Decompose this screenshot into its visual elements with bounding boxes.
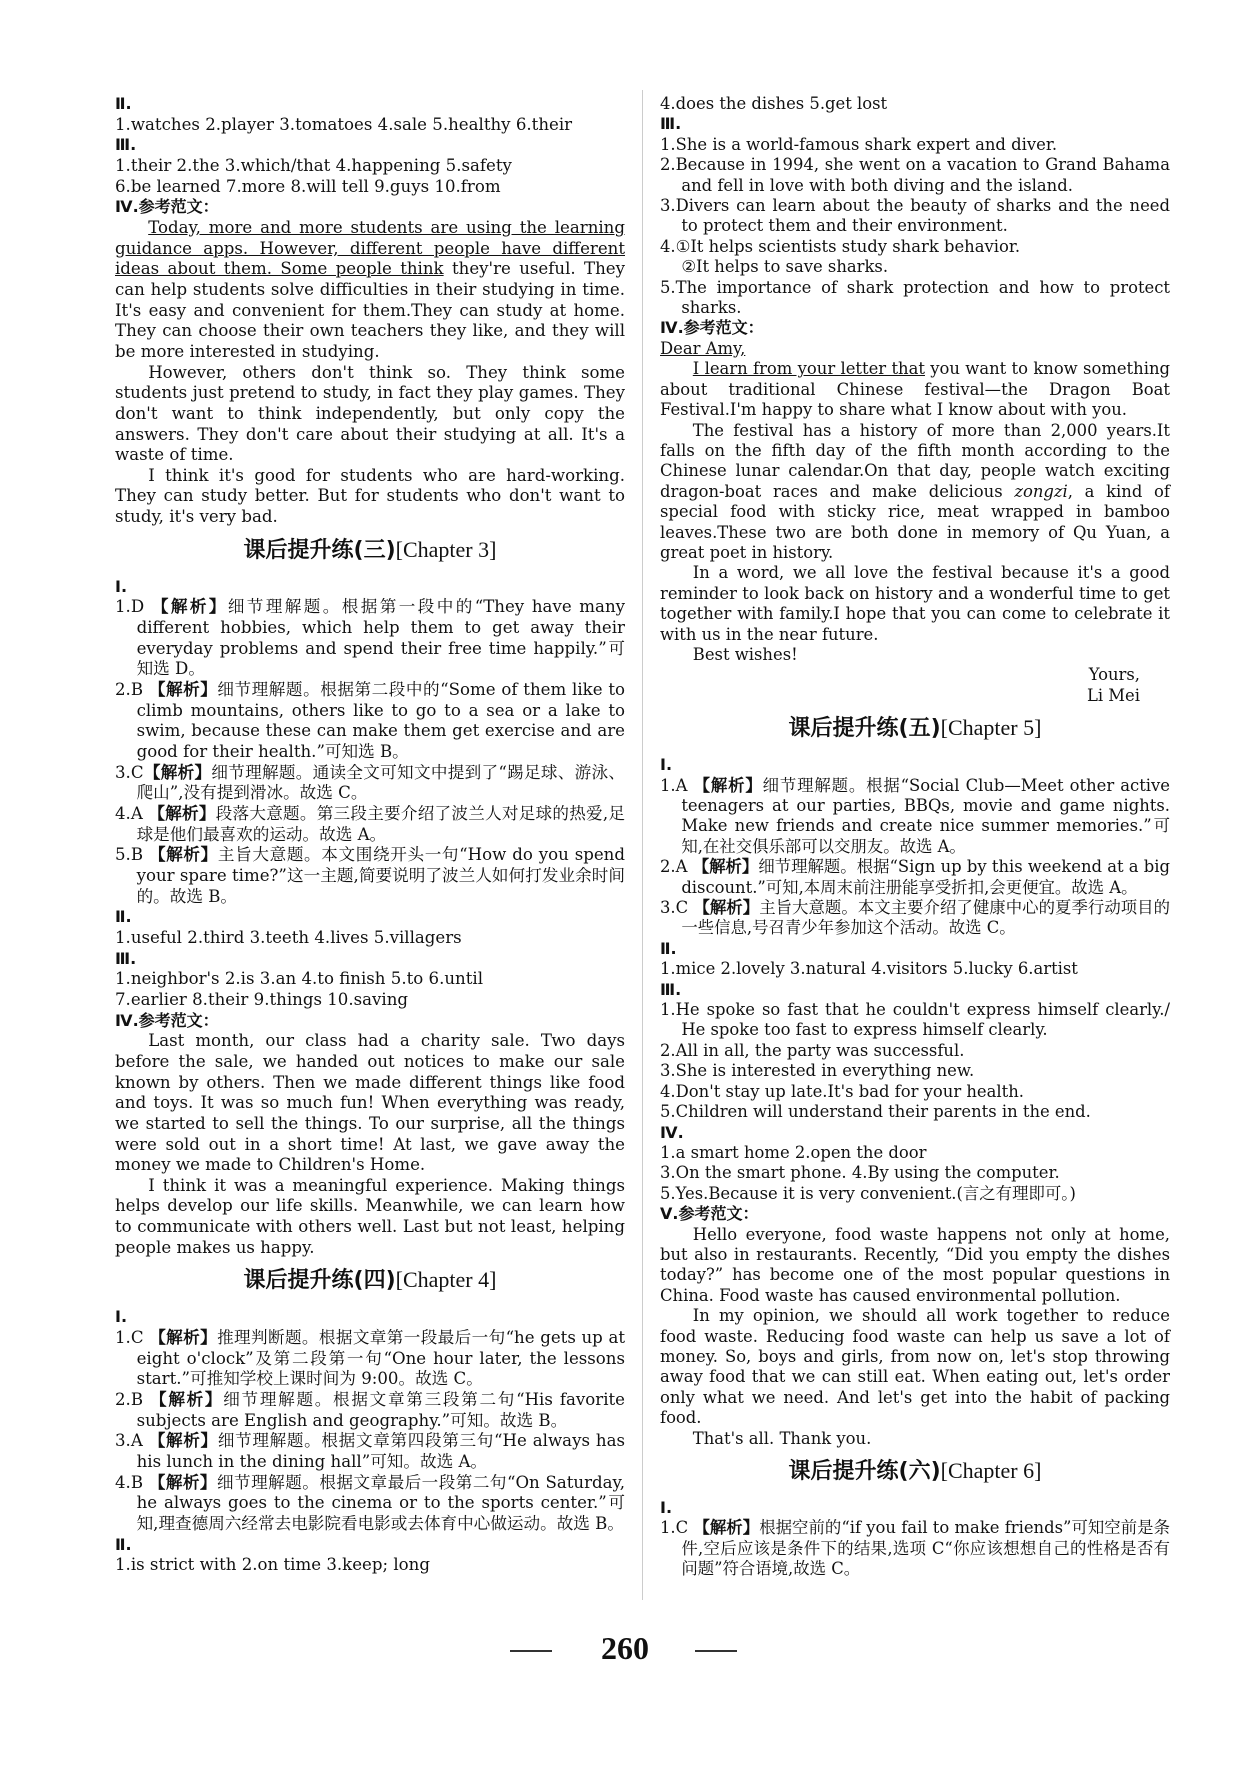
answer-key: 4.B (115, 1472, 149, 1492)
chapter-label: [Chapter 6] (940, 1458, 1042, 1483)
essay-paragraph: I think it was a meaningful experience. Making things helps develop our life skills. Meanwhile, we can learn how to communicate with others well. Last but not least, helping people makes us happy. (115, 1175, 625, 1257)
chapter-heading (115, 536, 625, 565)
answer-key: 1.A (660, 775, 694, 795)
chapter-heading (660, 1457, 1170, 1486)
chapter-title: 课后提升练(四) (243, 1268, 396, 1294)
answer-item: 2.All in all, the party was successful. (660, 1040, 965, 1060)
section-heading: Ⅰ. (660, 755, 673, 775)
answer-line: 1.is strict with 2.on time 3.keep; long (115, 1555, 430, 1575)
answer-item (115, 1473, 625, 1535)
answer-key: 5.B (115, 845, 149, 865)
answer-key: 1.C (660, 1518, 694, 1538)
analysis-tag: 【解析】 (148, 1431, 218, 1451)
answer-item (115, 1431, 625, 1472)
answer-item (115, 845, 625, 907)
section-heading: Ⅲ. (660, 979, 682, 999)
essay-paragraph: However, others don't think so. They think some students just pretend to study, in fact they play games. They don't want to think independently, but only copy the answers. They don't care about their studying at all. It's a waste of time. (115, 362, 625, 465)
essay-text: The festival has a history of more than 2,000 years.It falls on the fifth day of the fifth month according to the Chinese lunar calendar.On that day, people watch exciting dragon-boat races and make delicious (660, 420, 1170, 501)
answer-item: 5.The importance of shark protection and how to protect sharks. (660, 277, 1170, 318)
analysis-tag: 【解析】 (692, 857, 759, 877)
essay-text: you want to know something about traditional Chinese festival—the Dragon Boat Festival.I'm happy to share what I know about with you. (660, 359, 1170, 420)
essay-paragraph: That's all. Thank you. (692, 1428, 872, 1448)
answer-item: 3.She is interested in everything new. (660, 1061, 975, 1081)
chapter-title: 课后提升练(六) (788, 1459, 941, 1484)
answer-line: 4.does the dishes 5.get lost (660, 94, 888, 113)
section-heading: Ⅲ. (660, 114, 682, 134)
essay-paragraph (660, 421, 1170, 564)
chapter-heading (660, 714, 1170, 743)
section-heading: Ⅳ.参考范文： (115, 197, 219, 217)
answer-item: 1.She is a world-famous shark expert and diver. (660, 134, 1058, 154)
answer-line: 1.mice 2.lovely 3.natural 4.visitors 5.lucky 6.artist (660, 959, 1078, 979)
section-heading: Ⅳ.参考范文： (660, 318, 764, 338)
answer-item (660, 898, 1170, 939)
analysis-text: 细节理解题。根据文章第四段第三句“He always has his lunch in the dining hall”可知。故选 A。 (136, 1431, 626, 1472)
answer-line: 1.a smart home 2.open the door (660, 1142, 927, 1162)
letter-closing: Best wishes! (692, 644, 798, 664)
answer-line: 3.On the smart phone. 4.By using the computer. (660, 1163, 1060, 1183)
chapter-heading (115, 1266, 625, 1295)
essay-paragraph: Hello everyone, food waste happens not only at home, but also in restaurants. Recently, “Did you empty the dishes today?” has become one of the most popular questions in China. Food waste has caused environmental pollution. (660, 1224, 1170, 1305)
section-heading: Ⅰ. (660, 1498, 673, 1517)
letter-salutation: Dear Amy, (660, 338, 746, 358)
answer-key: 3.C (660, 898, 694, 918)
underlined-phrase: Today, more and more students are using the learning guidance apps. However, different people have different ideas about them. Some people think (115, 217, 625, 279)
analysis-text: 主旨大意题。本文围绕开头一句“How do you spend your spare time?”这一主题,简要说明了波兰人如何打发业余时间的。故选 B。 (136, 845, 625, 906)
answer-line: 1.neighbor's 2.is 3.an 4.to finish 5.to 6.until (115, 969, 484, 989)
answer-item (660, 1518, 1170, 1579)
chapter-label: [Chapter 4] (395, 1267, 497, 1293)
answer-item: 2.Because in 1994, she went on a vacation to Grand Bahama and fell in love with both diving and the island. (660, 155, 1170, 195)
analysis-tag: 【解析】 (693, 898, 760, 918)
analysis-text: 细节理解题。根据文章第三段第二句“His favorite subjects are English and geography.”可知。故选 B。 (136, 1390, 625, 1430)
answer-item: ②It helps to save sharks. (681, 257, 889, 277)
answer-item: 4.①It helps scientists study shark behavior. (660, 236, 1021, 256)
underlined-phrase: I learn from your letter that (692, 359, 925, 379)
analysis-text: 细节理解题。根据“Social Club—Meet other active teenagers at our parties, BBQs, movie and game nights. Make new friends and create nice summer memories.”可知,在社交俱乐部可以交朋友。故选 A。 (681, 775, 1171, 856)
analysis-text: 细节理解题。根据第二段中的“Some of them like to climb mountains, others like to go to a sea or a lake to swim, because these can make them get exercise and are good for their health.”可知选 B。 (136, 680, 625, 762)
answer-item: 5.Children will understand their parents in the end. (660, 1102, 1091, 1122)
answer-item: 1.He spoke so fast that he couldn't express himself clearly./ He spoke too fast to express himself clearly. (660, 1000, 1170, 1040)
analysis-text: 根据空前的“if you fail to make friends”可知空前是条件,空后应该是条件下的结果,选项 C“你应该想想自己的性格是否有问题”符合语境,故选 C。 (681, 1518, 1171, 1579)
section-heading: Ⅱ. (660, 938, 677, 958)
section-heading: Ⅴ.参考范文： (660, 1204, 759, 1224)
letter-signature: Li Mei (1086, 685, 1140, 705)
italic-word: zongzi (1014, 481, 1068, 501)
section-heading: Ⅰ. (115, 576, 128, 596)
answer-item (115, 763, 625, 804)
analysis-text: 细节理解题。根据文章最后一段第二句“On Saturday, he always goes to the cinema or to the sports center.”可知,理查德周六经常去电影院看电影或去体育中心做运动。故选 B。 (136, 1472, 625, 1533)
answer-key: 4.A (115, 804, 149, 823)
chapter-label: [Chapter 5] (940, 715, 1042, 741)
essay-paragraph: In a word, we all love the festival because it's a good reminder to look back on history and a wonderful time to get together with family.I hope that you can come to celebrate it with us in the near future. (660, 563, 1170, 644)
analysis-text: 推理判断题。根据文章第一段最后一句“he gets up at eight o'clock”及第二段第一句“One hour later, the lessons start.”可推知学校上课时间为 9:00。故选 C。 (136, 1328, 626, 1389)
analysis-text: 细节理解题。根据第一段中的“They have many different hobbies, which help them to get away their everyday problems and spend their free time happily.”可知选 D。 (136, 597, 626, 679)
answer-item (660, 857, 1170, 898)
answer-line: 6.be learned 7.more 8.will tell 9.guys 10.from (115, 176, 501, 196)
analysis-tag: 【解析】 (150, 1390, 224, 1410)
essay-text: , a kind of special food with sticky rice, meat wrapped in bamboo leaves.These two are both done in memory of Qu Yuan, a great poet in history. (660, 481, 1170, 562)
analysis-tag: 【解析】 (693, 1518, 760, 1538)
answer-line: 7.earlier 8.their 9.things 10.saving (115, 989, 409, 1009)
section-heading: Ⅳ. (660, 1122, 684, 1142)
essay-paragraph: In my opinion, we should all work together to reduce food waste. Reducing food waste can help us save a lot of money. So, boys and girls, from now on, let's stop throwing away food that we can still eat. When eating out, let's order only what we need. And let's get into the habit of packing food. (660, 1306, 1170, 1428)
section-heading: Ⅲ. (115, 135, 137, 155)
answer-item (115, 1328, 625, 1390)
answer-item (660, 776, 1170, 858)
analysis-text: 细节理解题。通读全文可知文中提到了“踢足球、游泳、爬山”,没有提到滑冰。故选 C。 (136, 762, 626, 803)
analysis-tag: 【解析】 (151, 597, 228, 617)
analysis-tag: 【解析】 (149, 1328, 218, 1348)
analysis-tag: 【解析】 (148, 1472, 217, 1492)
answer-line: 1.their 2.the 3.which/that 4.happening 5.safety (115, 155, 512, 175)
answer-key: 3.A (115, 1431, 149, 1451)
answer-line: 1.useful 2.third 3.teeth 4.lives 5.villagers (115, 927, 462, 947)
essay-paragraph (115, 218, 625, 363)
answer-key: 2.B (115, 680, 149, 700)
chapter-title: 课后提升练(三) (243, 537, 396, 563)
answer-item: 3.Divers can learn about the beauty of sharks and the need to protect them and their environment. (660, 196, 1170, 236)
answer-key: 1.D (115, 597, 152, 617)
section-heading: Ⅱ. (115, 907, 132, 927)
essay-paragraph (660, 359, 1170, 420)
section-heading: Ⅱ. (115, 1534, 132, 1554)
analysis-tag: 【解析】 (143, 762, 212, 782)
page-number: 260 (601, 1630, 649, 1666)
analysis-tag: 【解析】 (148, 845, 218, 865)
answer-key: 2.B (115, 1390, 151, 1410)
answer-item (115, 804, 625, 845)
column-divider (642, 90, 643, 1600)
analysis-text: 主旨大意题。本文主要介绍了健康中心的夏季行动项目的一些信息,号召青少年参加这个活动。故选 C。 (681, 898, 1171, 938)
answer-item (115, 1390, 625, 1431)
page-number-dash-right (695, 1650, 737, 1652)
answer-key: 3.C (115, 762, 144, 782)
answer-key: 1.C (115, 1328, 150, 1348)
section-heading: Ⅲ. (115, 948, 137, 968)
chapter-title: 课后提升练(五) (788, 716, 941, 742)
analysis-tag: 【解析】 (148, 804, 216, 823)
answer-key: 2.A (660, 857, 693, 877)
answer-item (115, 597, 625, 680)
chapter-label: [Chapter 3] (395, 536, 497, 562)
answer-line: 1.watches 2.player 3.tomatoes 4.sale 5.healthy 6.their (115, 114, 573, 134)
section-heading: Ⅰ. (115, 1307, 128, 1327)
answer-item (115, 680, 625, 763)
answer-item: 4.Don't stay up late.It's bad for your health. (660, 1081, 1025, 1101)
section-heading: Ⅳ.参考范文： (115, 1010, 219, 1030)
left-column (115, 94, 625, 1576)
essay-paragraph: Last month, our class had a charity sale. Two days before the sale, we handed out notices to make our sale known by others. Then we made different things like food and toys. It was so much fun! When everything was ready, we started to sell the things. To our surprise, all the things were sold out in a short time! At last, we gave away the money we made to Children's Home. (115, 1031, 625, 1175)
analysis-tag: 【解析】 (148, 680, 218, 700)
essay-text: they're useful. They can help students solve difficulties in their studying in time. It's easy and convenient for them.They can study at home. They can choose their own teachers they like, and they will be more interested in studying. (115, 259, 625, 361)
essay-paragraph: I think it's good for students who are hard-working. They can study better. But for students who don't want to study, it's very bad. (115, 465, 625, 527)
analysis-tag: 【解析】 (693, 775, 763, 795)
answer-line: 5.Yes.Because it is very convenient.(言之有理即可。) (660, 1183, 1076, 1203)
analysis-text: 细节理解题。根据“Sign up by this weekend at a big discount.”可知,本周末前注册能享受折扣,会更便宜。故选 A。 (681, 857, 1171, 897)
analysis-text: 段落大意题。第三段主要介绍了波兰人对足球的热爱,足球是他们最喜欢的运动。故选 A。 (136, 804, 626, 844)
section-heading: Ⅱ. (115, 94, 132, 113)
right-column (660, 94, 1170, 1580)
letter-yours: Yours, (1088, 665, 1140, 685)
